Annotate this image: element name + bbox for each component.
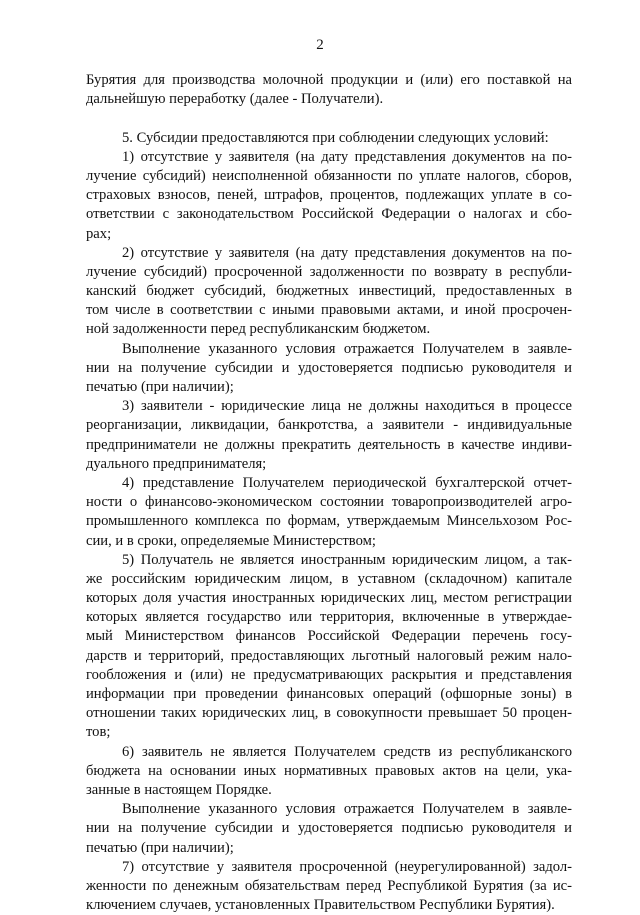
paragraph-gap xyxy=(86,109,572,128)
text-line: страховых взносов, пеней, штрафов, процентов, подлежащих уплате в со- xyxy=(86,187,572,204)
text-line: ной задолженности перед республиканским бюджетом. xyxy=(86,321,431,338)
text-line: том числе в соответствии с иными правовыми актами, и иной просрочен- xyxy=(86,302,572,319)
text-line: дарств и территорий, предоставляющих льготный налоговый режим нало- xyxy=(86,647,572,664)
text-line: реорганизации, ликвидации, банкротства, а заявители - индивидуальные xyxy=(86,417,572,434)
text-line: тов; xyxy=(86,724,111,741)
text-line: Выполнение указанного условия отражается Получателем в заявле- xyxy=(122,340,572,357)
text-line: ключением случаев, установленных Правительством Республики Бурятия). xyxy=(86,897,555,914)
text-line: мый Министерством финансов Российской Федерации перечень госу- xyxy=(86,628,572,645)
text-line: ответствии с законодательством Российской Федерации о налогах и сбо- xyxy=(86,206,572,223)
text-line: сии, и в сроки, определяемые Министерством; xyxy=(86,532,376,549)
text-line: 2) отсутствие у заявителя (на дату представления документов на по- xyxy=(122,244,572,261)
text-line: нии на получение субсидии и удостоверяется подписью руководителя и xyxy=(86,820,572,837)
text-line: рах; xyxy=(86,225,112,242)
text-line: нии на получение субсидии и удостоверяется подписью руководителя и xyxy=(86,359,572,376)
text-line: 5) Получатель не является иностранным юридическим лицом, а так- xyxy=(122,551,572,568)
text-line: 1) отсутствие у заявителя (на дату представления документов на по- xyxy=(122,148,572,165)
text-line: 7) отсутствие у заявителя просроченной (неурегулированной) задол- xyxy=(122,858,572,875)
text-line: 4) представление Получателем периодической бухгалтерской отчет- xyxy=(122,474,572,491)
text-line: 3) заявители - юридические лица не должны находиться в процессе xyxy=(122,398,572,415)
text-line: женности по денежным обязательствам перед Республикой Бурятия (за ис- xyxy=(86,877,572,894)
text-line: 5. Субсидии предоставляются при соблюдении следующих условий: xyxy=(122,129,549,146)
text-line: дальнейшую переработку (далее - Получатели). xyxy=(86,91,384,108)
text-line: Выполнение указанного условия отражается Получателем в заявле- xyxy=(122,801,572,818)
text-line: лучение субсидий) неисполненной обязанности по уплате налогов, сборов, xyxy=(86,167,572,184)
text-line: бюджета на основании иных нормативных правовых актов на цели, ука- xyxy=(86,762,572,779)
text-line: 6) заявитель не является Получателем средств из республиканского xyxy=(122,743,572,760)
text-line: Бурятия для производства молочной продукции и (или) его поставкой на xyxy=(86,72,572,88)
text-line: которых является государство или территория, включенные в утверждае- xyxy=(86,609,572,626)
text-line: которых доля участия иностранных юридических лиц, местом регистрации xyxy=(86,590,572,607)
text-line: предприниматели не должны прекратить деятельность в качестве индиви- xyxy=(86,436,572,453)
text-line: информации при проведении финансовых операций (офшорные зоны) в xyxy=(86,686,572,702)
text-line: печатью (при наличии); xyxy=(86,839,234,856)
text-line: дуального предпринимателя; xyxy=(86,455,267,472)
document-body xyxy=(86,71,572,915)
text-line: отношении таких юридических лиц, в совокупности превышает 50 процен- xyxy=(86,705,572,722)
text-line: печатью (при наличии); xyxy=(86,379,234,395)
text-line: занные в настоящем Порядке. xyxy=(86,781,272,798)
text-line: гообложения и (или) не предусматривающих раскрытия и представления xyxy=(86,666,572,683)
text-line: лучение субсидий) просроченной задолженности по возврату в республи- xyxy=(86,263,572,280)
page-number: 2 xyxy=(316,37,324,53)
text-line: ности о финансово-экономическом состоянии товаропроизводителей агро- xyxy=(86,494,572,511)
text-line: же российским юридическим лицом, в уставном (складочном) капитале xyxy=(86,570,572,587)
text-line: канский бюджет субсидий, бюджетных инвестиций, предоставленных в xyxy=(86,283,572,300)
text-line: промышленного комплекса по формам, утверждаемым Минсельхозом Рос- xyxy=(86,513,572,530)
